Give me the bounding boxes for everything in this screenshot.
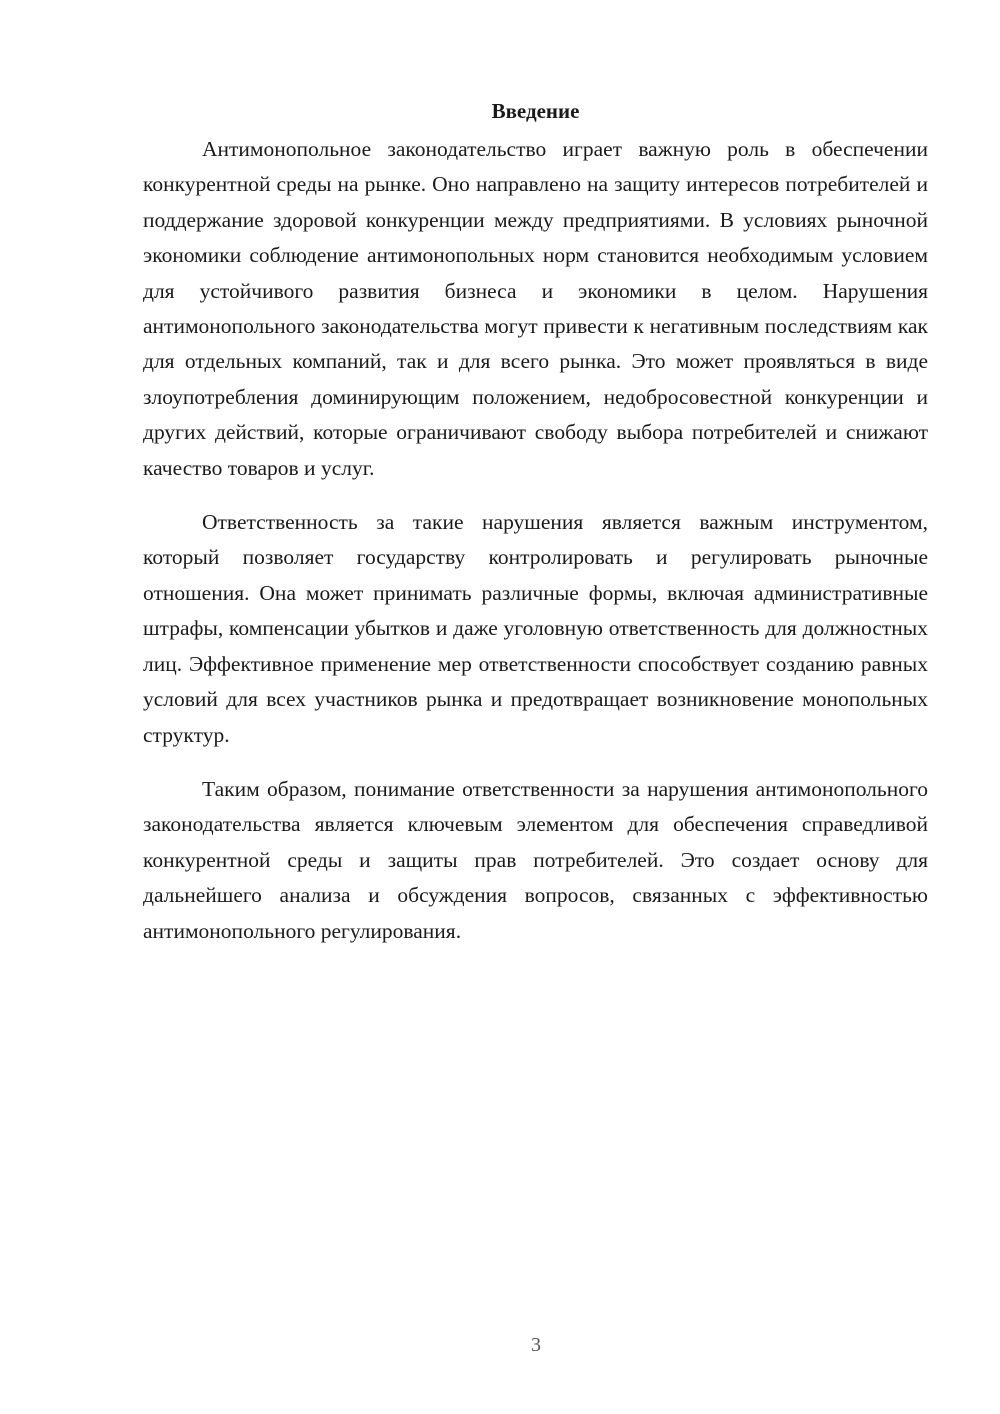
paragraph-1: Антимонопольное законодательство играет важную роль в обеспечении конкурентной среды на рынке. Оно направлено на защиту интересов потребителей и поддержание здоровой конкуренции между предприятиями. В условиях рыночной экономики соблюдение антимонопольных норм становится необходимым условием для устойчивого развития бизнеса и экономики в целом. Нарушения антимонопольного законодательства могут привести к негативным последствиям как для отдельных компаний, так и для всего рынка. Это может проявляться в виде злоупотребления доминирующим положением, недобросовестной конкуренции и других действий, которые ограничивают свободу выбора потребителей и снижают качество товаров и услуг. (143, 137, 928, 480)
page-number: 3 (531, 1334, 541, 1356)
section-heading: Введение (491, 99, 580, 123)
page-content (143, 96, 928, 949)
paragraph-3: Таким образом, понимание ответственности за нарушения антимонопольного законодательства является ключевым элементом для обеспечения справедливой конкурентной среды и защиты прав потребителей. Это создает основу для дальнейшего анализа и обсуждения вопросов, связанных с эффективностью антимонопольного регулирования. (143, 776, 928, 943)
paragraph-2: Ответственность за такие нарушения является важным инструментом, который позволяет государству контролировать и регулировать рыночные отношения. Она может принимать различные формы, включая административные штрафы, компенсации убытков и даже уголовную ответственность для должностных лиц. Эффективное применение мер ответственности способствует созданию равных условий для всех участников рынка и предотвращает возникновение монопольных структур. (143, 510, 928, 747)
